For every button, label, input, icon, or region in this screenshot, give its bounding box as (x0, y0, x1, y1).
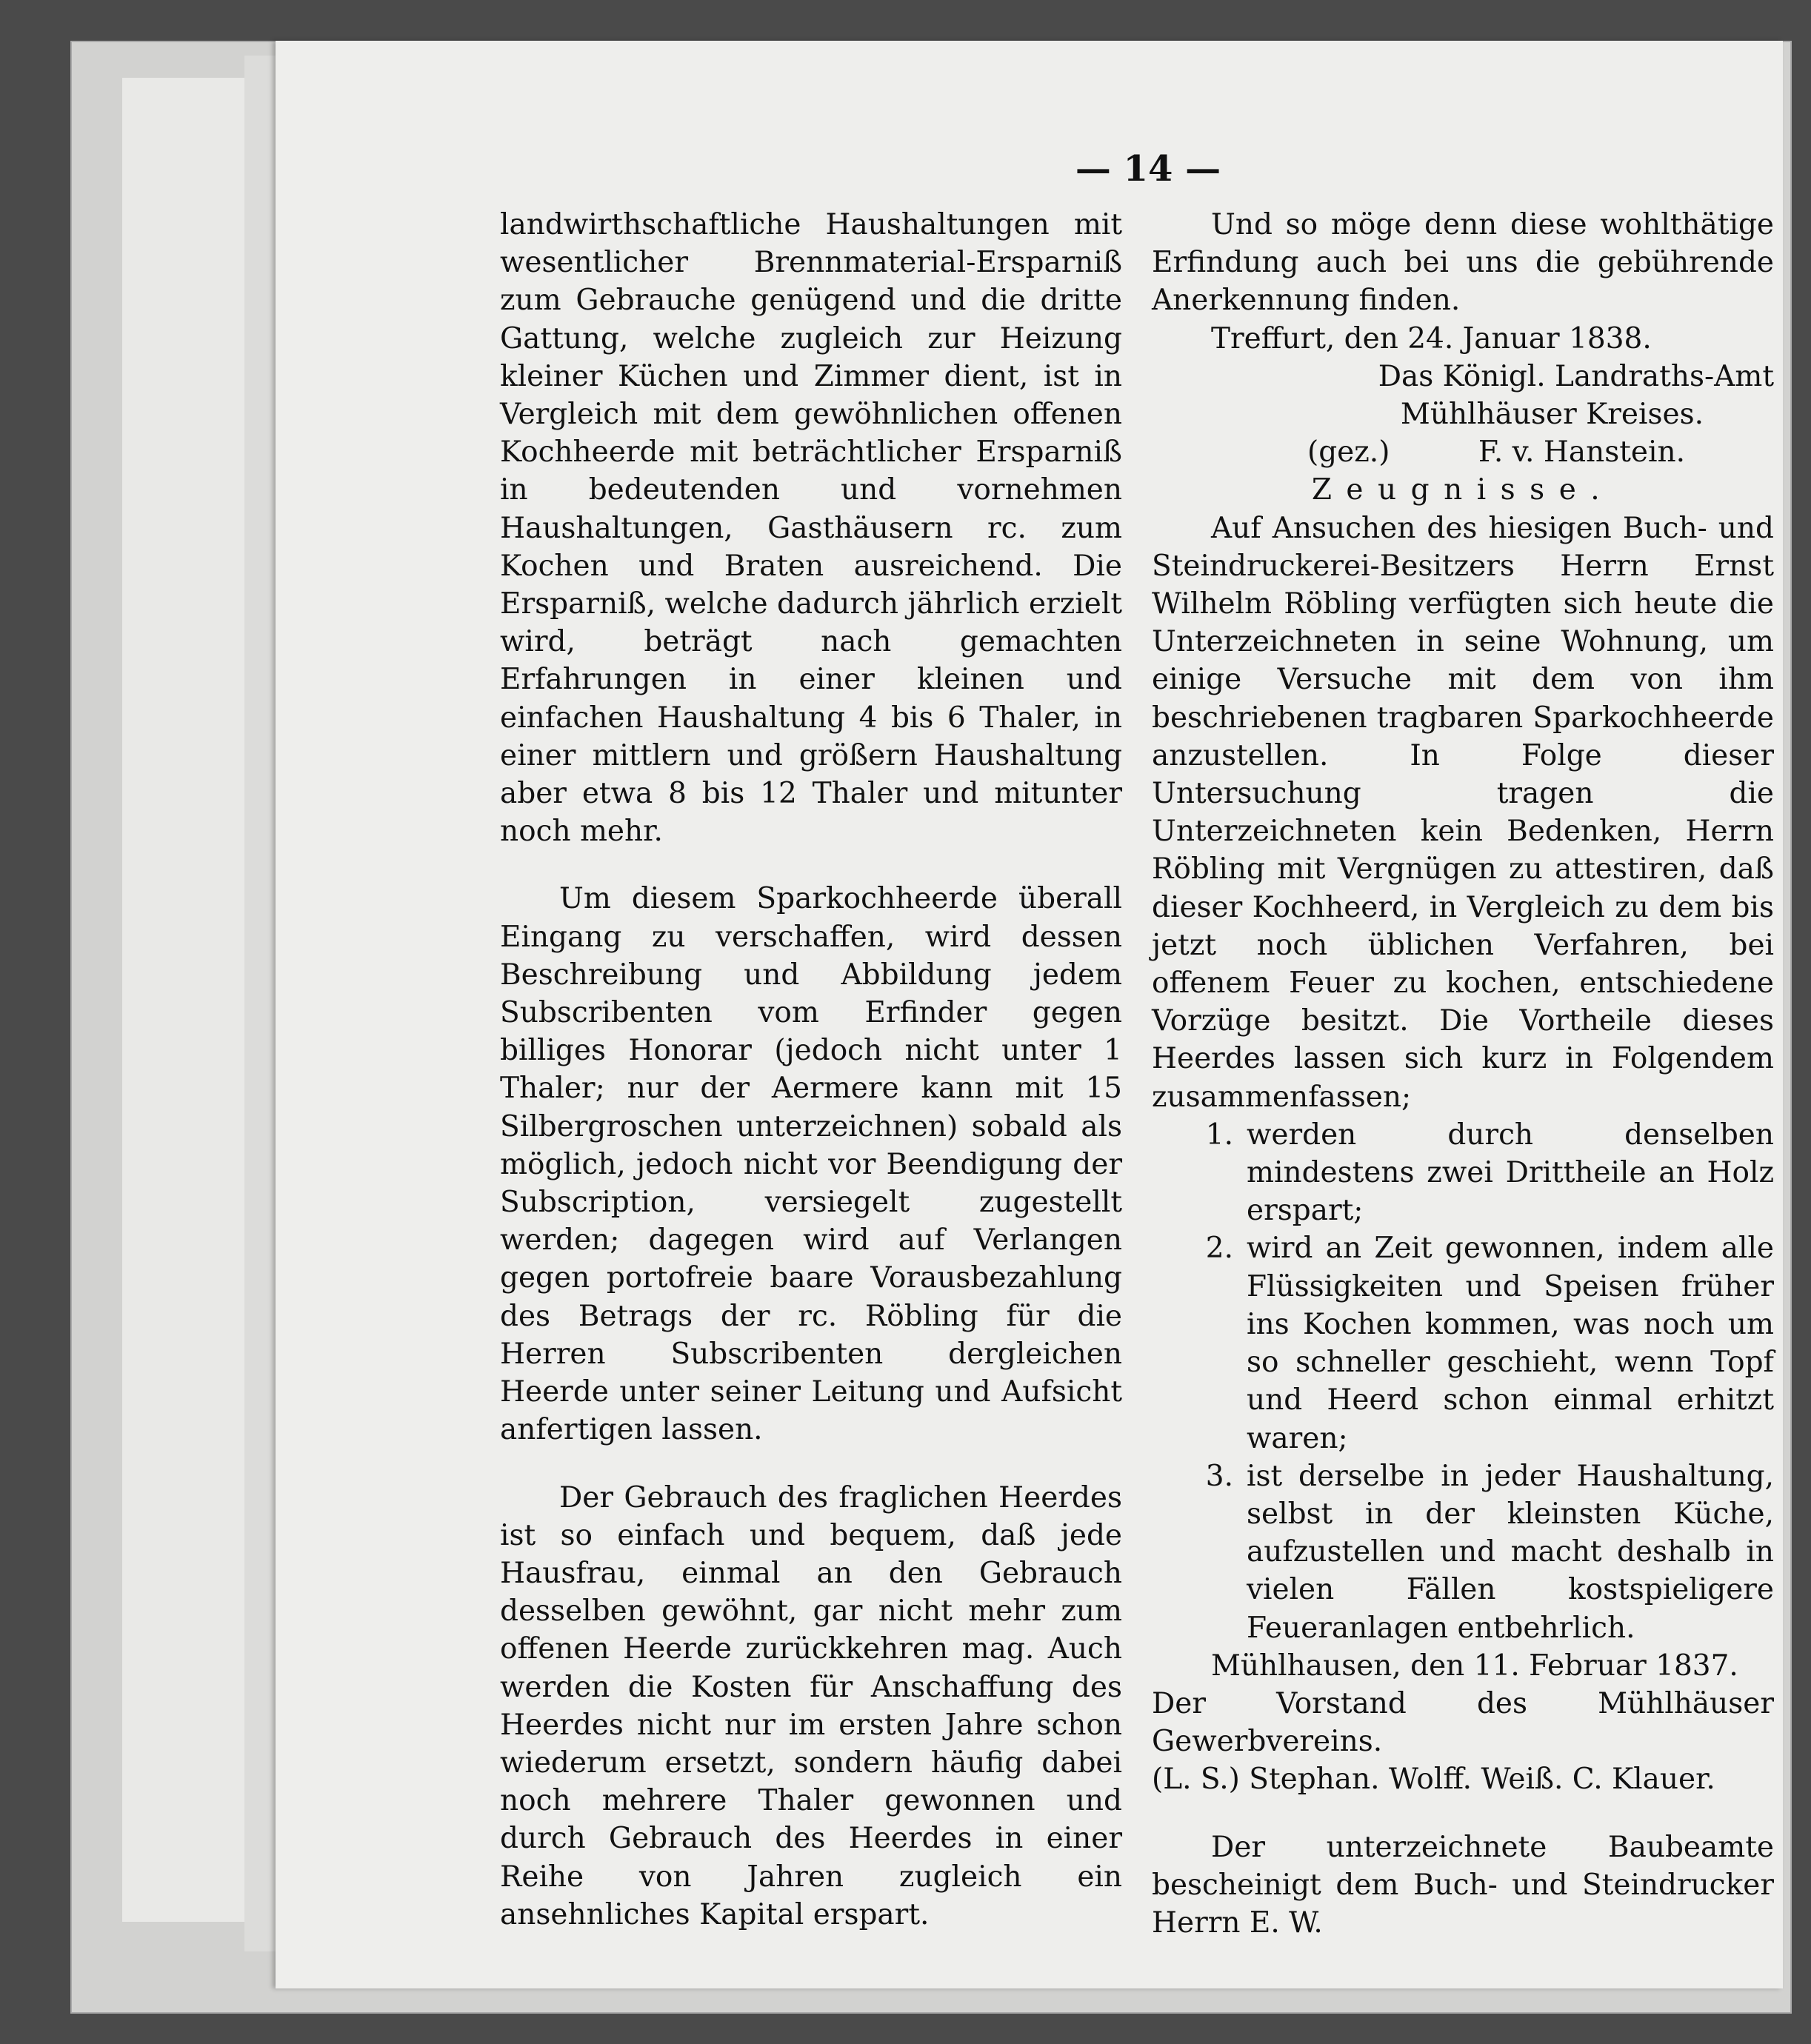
paragraph: Und so möge denn diese wohlthätige Erfindung auch bei uns die gebührende Anerkennung finden. (1152, 208, 1774, 318)
paragraph: Der unterzeichnete Baubeamte bescheinigt dem Buch- und Steindrucker Herrn E. W. (1152, 1830, 1774, 1940)
paragraph: Um diesem Sparkochheerde überall Eingang zu verschaffen, wird dessen Beschreibung und Abbildung jedem Subscribenten vom Erfinder gegen billiges Honorar (jedoch nicht unter 1 Thaler; nur der Aermere kann mit 15 Silbergroschen unterzeichnen) sobald als möglich, jedoch nicht vor Beendigung der Subscription, versiegelt zugestellt werden; dagegen wird auf Verlangen gegen portofreie baare Vorausbezahlung des Betrags der rc. Röbling für die Herren Subscribenten dergleichen Heerde unter seiner Leitung und Aufsicht anfertigen lassen. (500, 882, 1122, 1447)
authority-line: Das Königl. Landraths-Amt (1378, 359, 1774, 393)
list-number: 2. (1205, 1232, 1233, 1266)
authority-line: Mühlhäuser Kreises. (1400, 398, 1704, 432)
list-item (1152, 1457, 1774, 1647)
list-number: 1. (1205, 1118, 1233, 1152)
section-heading: Zeugnisse. (1311, 473, 1615, 507)
paragraph: landwirthschaftliche Haushaltungen mit wesentlicher Brennmaterial-Ersparniß zum Gebrauche genügend und die dritte Gattung, welche zugleich zur Heizung kleiner Küchen und Zimmer dient, ist in Vergleich mit dem gewöhnlichen offenen Kochheerde mit beträchtlicher Ersparniß in bedeutenden und vornehmen Haushaltungen, Gasthäusern rc. zum Kochen und Braten ausreichend. Die Ersparniß, welche dadurch jährlich erzielt wird, beträgt nach gemachten Erfahrungen in einer kleinen und einfachen Haushaltung 4 bis 6 Thaler, in einer mittlern und größern Haushaltung aber etwa 8 bis 12 Thaler und mitunter noch mehr. (500, 208, 1122, 849)
paragraph: Auf Ansuchen des hiesigen Buch- und Steindruckerei-Besitzers Herrn Ernst Wilhelm Röbling verfügten sich heute die Unterzeichneten in seine Wohnung, um einige Versuche mit dem von ihm beschriebenen tragbaren Sparkochheerde anzustellen. In Folge dieser Untersuchung tragen die Unterzeichneten kein Bedenken, Herrn Röbling mit Vergnügen zu attestiren, daß dieser Kochheerd, in Vergleich zu dem bis jetzt noch üblichen Verfahren, bei offenem Feuer zu kochen, entschiedene Vorzüge besitzt. Die Vortheile dieses Heerdes lassen sich kurz in Folgendem zusammenfassen; (1152, 511, 1774, 1114)
place-date: Mühlhausen, den 11. Februar 1837. (1211, 1649, 1738, 1683)
left-column (500, 206, 1122, 1934)
list-text: wird an Zeit gewonnen, indem alle Flüssigkeiten und Speisen früher ins Kochen kommen, was noch um so schneller geschieht, wenn Topf und Heerd schon einmal erhitzt waren; (1247, 1232, 1774, 1455)
place-date: Treffurt, den 24. Januar 1838. (1211, 321, 1652, 355)
signers-line: (L. S.) Stephan. Wolff. Weiß. C. Klauer. (1152, 1763, 1715, 1797)
list-number: 3. (1205, 1459, 1233, 1493)
page-number: — 14 — (1075, 148, 1221, 190)
list-item (1152, 1116, 1774, 1230)
list-text: werden durch denselben mindestens zwei Drittheile an Holz erspart; (1247, 1118, 1774, 1228)
signature-gez: (gez.) (1307, 435, 1390, 470)
list-text: ist derselbe in jeder Haushaltung, selbst in der kleinsten Küche, aufzustellen und macht deshalb in vielen Fällen kostspieligere Feueranlagen entbehrlich. (1247, 1459, 1774, 1645)
right-column (1152, 206, 1774, 1942)
list-item (1152, 1229, 1774, 1457)
paragraph: Der Gebrauch des fraglichen Heerdes ist so einfach und bequem, daß jede Hausfrau, einmal an den Gebrauch desselben gewöhnt, gar nicht mehr zum offenen Heerde zurückkehren mag. Auch werden die Kosten für Anschaffung des Heerdes nicht nur im ersten Jahre schon wiederum ersetzt, sondern häufig dabei noch mehrere Thaler gewonnen und durch Gebrauch des Heerdes in einer Reihe von Jahren zugleich ein ansehnliches Kapital erspart. (500, 1480, 1122, 1931)
signature-line (1152, 433, 1774, 471)
signature-name: F. v. Hanstein. (1478, 435, 1685, 470)
board-line: Der Vorstand des Mühlhäuser Gewerbvereins. (1152, 1686, 1774, 1759)
